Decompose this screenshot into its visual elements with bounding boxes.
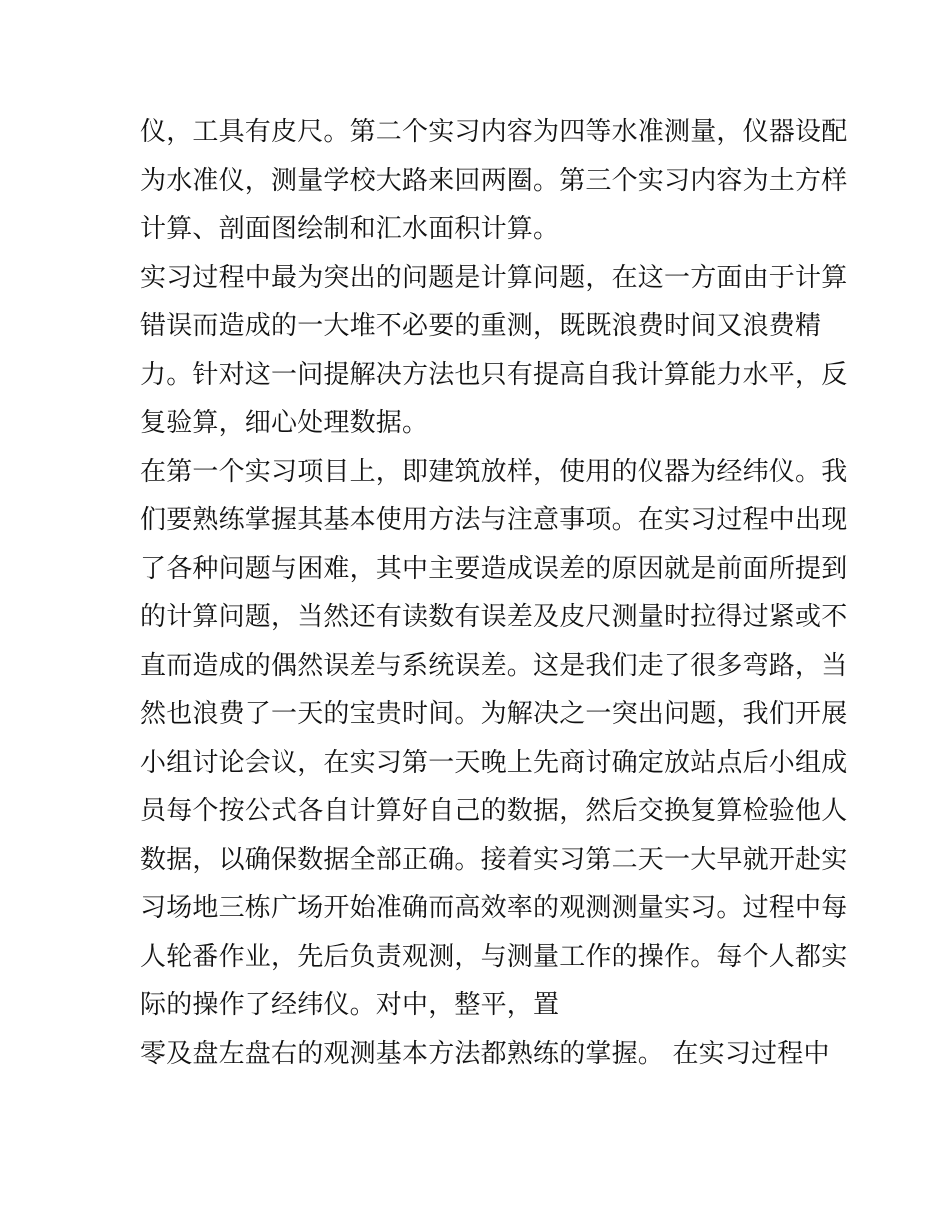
text-line: 然也浪费了一天的宝贵时间。为解决之一突出问题，我们开展: [140, 699, 848, 729]
text-line: 直而造成的偶然误差与系统误差。这是我们走了很多弯路，当: [140, 650, 848, 681]
text-line: 员每个按公式各自计算好自己的数据，然后交换复算检验他人: [140, 796, 848, 826]
text-line: 实习过程中最为突出的问题是计算问题，在这一方面由于计算: [140, 262, 848, 293]
text-line: 习场地三栋广场开始准确而高效率的观测测量实习。过程中每: [140, 893, 848, 923]
text-line: 人轮番作业，先后负责观测，与测量工作的操作。每个人都实: [140, 941, 848, 972]
text-line: 数据，以确保数据全部正确。接着实习第二天一大早就开赴实: [140, 844, 848, 875]
text-line: 了各种问题与困难，其中主要造成误差的原因就是前面所提到: [140, 553, 848, 584]
text-line: 小组讨论会议，在实习第一天晚上先商讨确定放站点后小组成: [140, 747, 848, 778]
text-line: 复验算，细心处理数据。: [140, 408, 429, 438]
text-line: 力。针对这一问提解决方法也只有提高自我计算能力水平，反: [140, 359, 848, 390]
text-line: 为水准仪，测量学校大路来回两圈。第三个实习内容为土方样: [140, 165, 848, 196]
text-line: 零及盘左盘右的观测基本方法都熟练的掌握。 在实习过程中: [140, 1038, 830, 1069]
text-line: 计算、剖面图绘制和汇水面积计算。: [140, 214, 560, 244]
text-line: 错误而造成的一大堆不必要的重测，既既浪费时间又浪费精: [140, 311, 822, 341]
text-line: 们要熟练掌握其基本使用方法与注意事项。在实习过程中出现: [140, 505, 848, 535]
body-text: [140, 108, 848, 1078]
text-line: 在第一个实习项目上，即建筑放样，使用的仪器为经纬仪。我: [140, 456, 848, 487]
text-line: 际的操作了经纬仪。对中，整平，置: [140, 990, 560, 1020]
text-line: 仪，工具有皮尺。第二个实习内容为四等水准测量，仪器设配: [140, 117, 848, 147]
text-line: 的计算问题，当然还有读数有误差及皮尺测量时拉得过紧或不: [140, 602, 848, 632]
